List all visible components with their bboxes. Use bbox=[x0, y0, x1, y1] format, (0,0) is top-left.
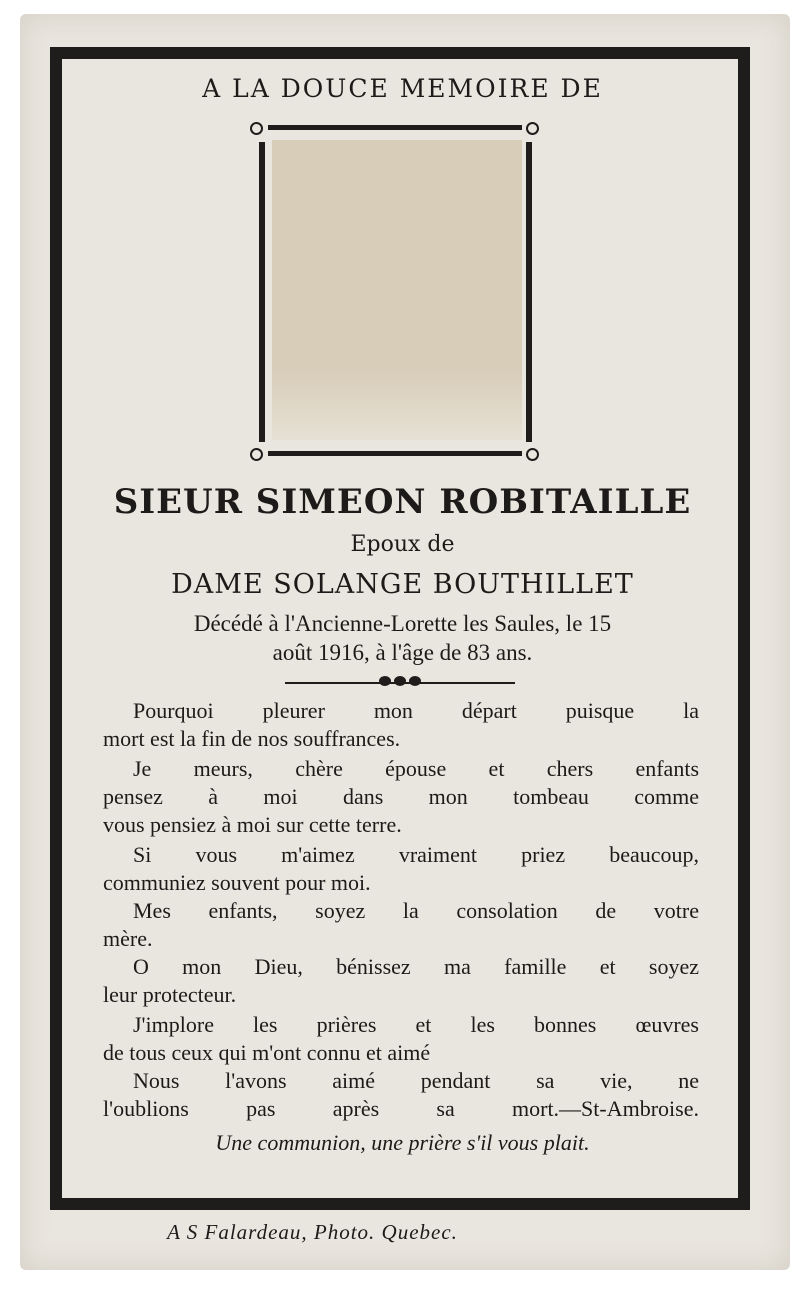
divider-ornament bbox=[369, 676, 431, 690]
verse-line: de tous ceux qui m'ont connu et aimé bbox=[103, 1040, 431, 1065]
verse-line: Mes enfants, soyez la consolation de votre bbox=[133, 898, 699, 923]
ornamental-photo-frame bbox=[250, 120, 540, 462]
verse-line: l'oublions pas après sa mort.—St-Ambroise. bbox=[103, 1096, 699, 1121]
verse-line: mère. bbox=[103, 926, 153, 951]
deceased-name: SIEUR SIMEON ROBITAILLE bbox=[113, 482, 692, 522]
verse-line: J'implore les prières et les bonnes œuvres bbox=[133, 1012, 699, 1037]
verse-line: Si vous m'aimez vraiment priez beaucoup, bbox=[133, 842, 699, 867]
death-details-line-2: août 1916, à l'âge de 83 ans. bbox=[272, 640, 533, 665]
verse-line: Pourquoi pleurer mon départ puisque la bbox=[133, 698, 699, 723]
verse-line: Je meurs, chère épouse et chers enfants bbox=[133, 756, 699, 781]
spouse-name: DAME SOLANGE BOUTHILLET bbox=[171, 569, 634, 600]
verse-line: Nous l'avons aimé pendant sa vie, ne bbox=[133, 1068, 699, 1093]
verse-line: pensez à moi dans mon tombeau comme bbox=[103, 784, 699, 809]
closing-line: Une communion, une prière s'il vous plait. bbox=[215, 1130, 590, 1155]
verse-line: communiez souvent pour moi. bbox=[103, 870, 371, 895]
verse-line: mort est la fin de nos souffrances. bbox=[103, 726, 401, 751]
verse-line: leur protecteur. bbox=[103, 982, 237, 1007]
verse-line: vous pensiez à moi sur cette terre. bbox=[103, 812, 402, 837]
card-header: A LA DOUCE MEMOIRE DE bbox=[202, 74, 603, 103]
verse-line: O mon Dieu, bénissez ma famille et soyez bbox=[133, 954, 699, 979]
photographer-credit: A S Falardeau, Photo. Quebec. bbox=[167, 1220, 458, 1244]
relation-label: Epoux de bbox=[350, 532, 455, 557]
death-details-line-1: Décédé à l'Ancienne-Lorette les Saules, le 15 bbox=[193, 611, 612, 636]
